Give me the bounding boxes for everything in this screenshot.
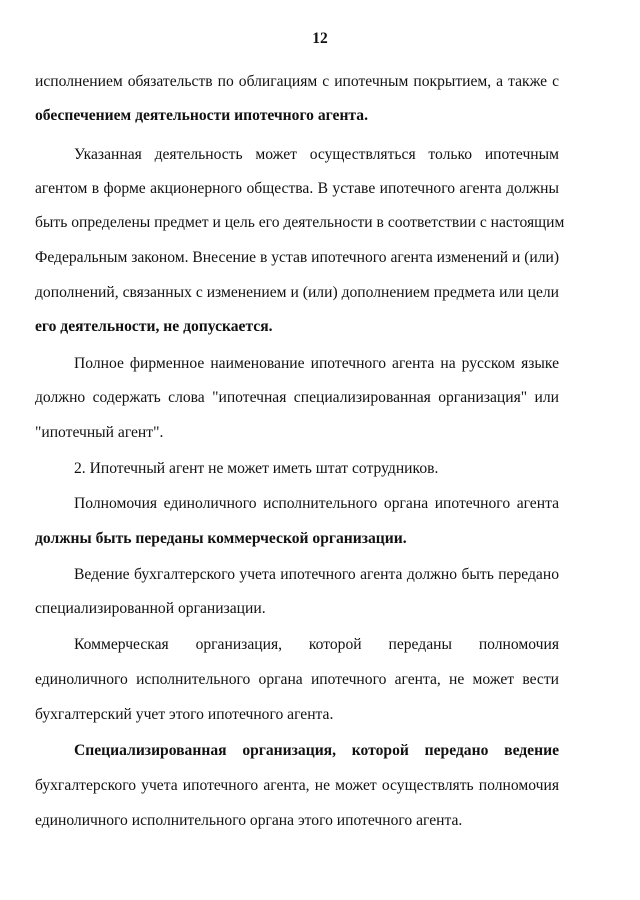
text-line: быть определены предмет и цель его деятельности в соответствии с настоящим <box>35 214 565 231</box>
text-line: исполнением обязательств по облигациям с ипотечным покрытием, а также с <box>35 73 559 90</box>
text-line: должно содержать слова "ипотечная специализированная организация" или <box>35 389 559 406</box>
text-line: бухгалтерского учета ипотечного агента, не может осуществлять полномочия <box>35 777 559 794</box>
page-number: 12 <box>312 30 328 47</box>
text-line: его деятельности, не допускается. <box>35 318 273 335</box>
text-line: единоличного исполнительного органа ипотечного агента, не может вести <box>35 671 559 688</box>
text-line: Полномочия единоличного исполнительного органа ипотечного агента <box>74 495 559 512</box>
text-line: обеспечением деятельности ипотечного агента. <box>35 107 368 124</box>
text-line: специализированной организации. <box>35 600 266 617</box>
text-line: агентом в форме акционерного общества. В уставе ипотечного агента должны <box>35 180 559 197</box>
text-line: Ведение бухгалтерского учета ипотечного агента должно быть передано <box>74 566 559 583</box>
text-line: Специализированная организация, которой передано ведение <box>74 742 559 759</box>
text-line: должны быть переданы коммерческой организации. <box>35 530 407 547</box>
text-line: Коммерческая организация, которой переданы полномочия <box>74 636 559 653</box>
text-line: "ипотечный агент". <box>35 424 164 441</box>
text-line: дополнений, связанных с изменением и (или) дополнением предмета или цели <box>35 284 559 301</box>
text-line: Указанная деятельность может осуществляться только ипотечным <box>74 146 559 163</box>
text-line: 2. Ипотечный агент не может иметь штат сотрудников. <box>74 460 439 477</box>
text-line: бухгалтерский учет этого ипотечного агента. <box>35 706 334 723</box>
text-line: Федеральным законом. Внесение в устав ипотечного агента изменений и (или) <box>35 249 560 266</box>
text-line: единоличного исполнительного органа этого ипотечного агента. <box>35 812 463 829</box>
text-line: Полное фирменное наименование ипотечного агента на русском языке <box>74 355 559 372</box>
